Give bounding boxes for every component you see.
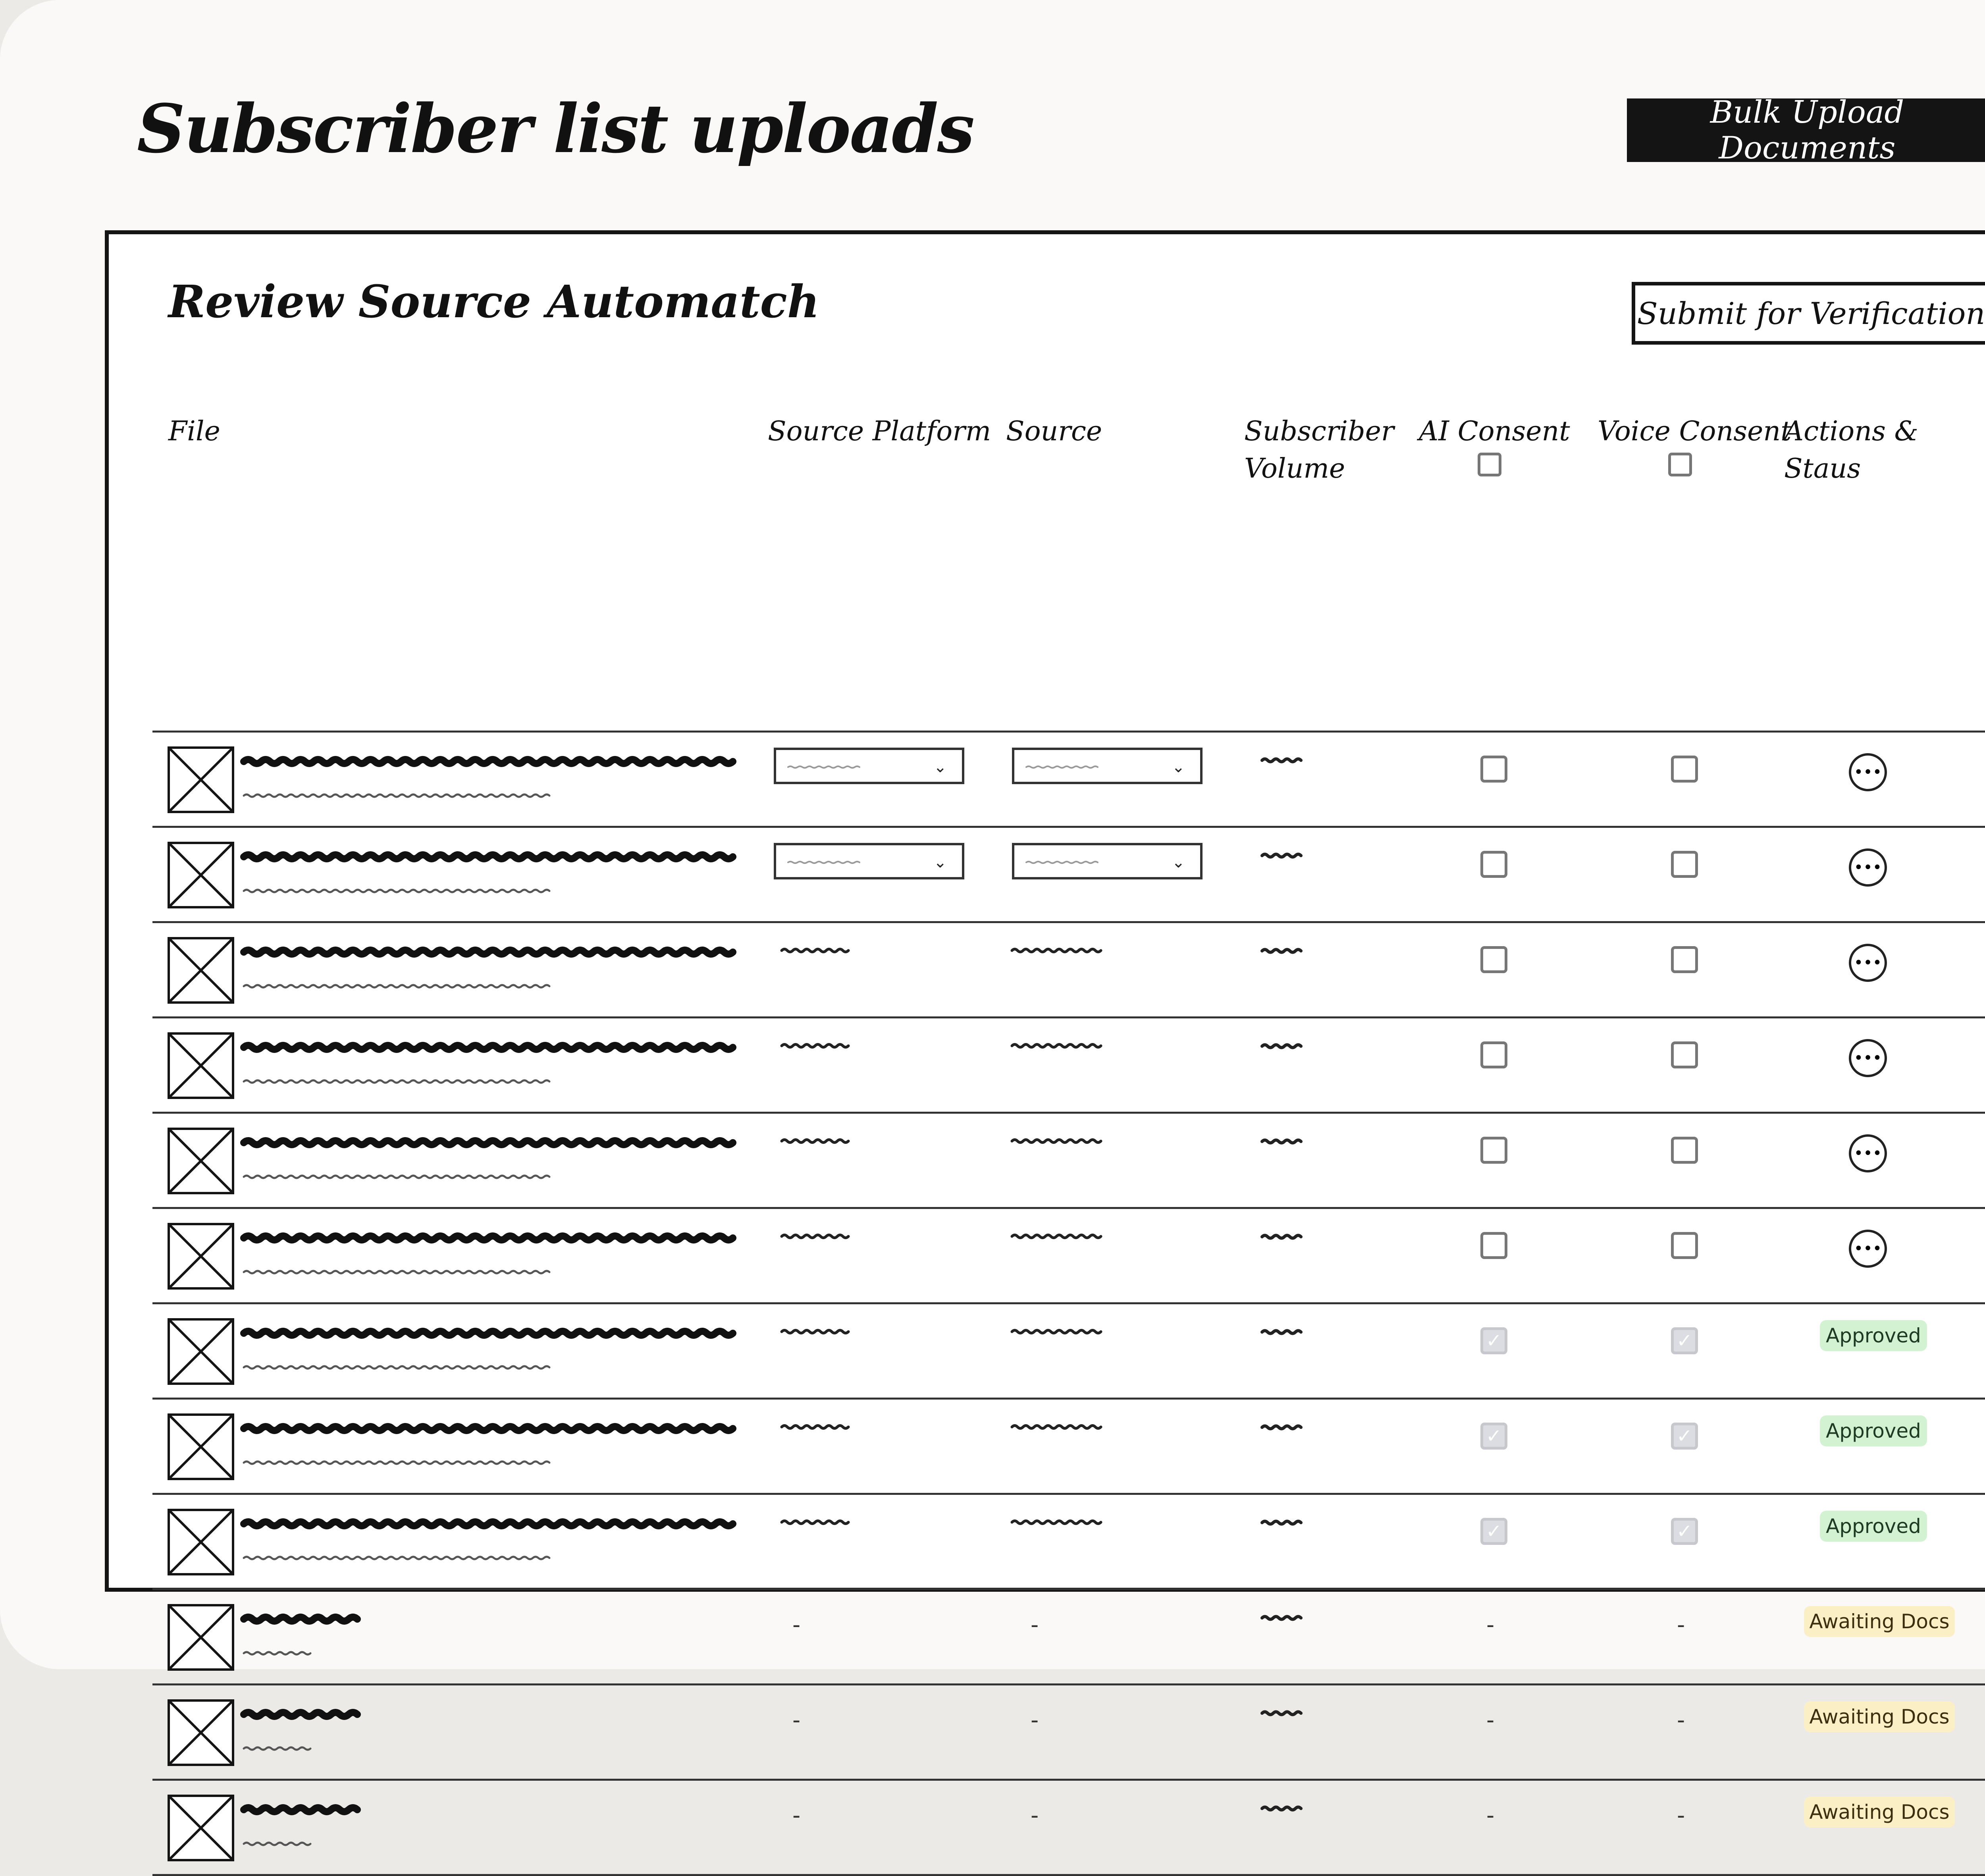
file-name-redacted [244, 941, 740, 963]
subscriber-volume-value [1262, 1803, 1306, 1816]
file-thumbnail-icon [168, 1128, 234, 1194]
file-meta-redacted [244, 1458, 553, 1467]
chevron-down-icon: ⌄ [933, 853, 947, 871]
file-meta-redacted [244, 982, 553, 991]
file-name [244, 1322, 740, 1346]
subscriber-volume-value [1262, 1421, 1306, 1435]
file-name [244, 750, 740, 774]
column-header-subscriber-volume: Subscriber [1244, 416, 1394, 447]
table-row [152, 923, 1985, 1018]
source-value [1012, 1326, 1103, 1339]
checkmark-icon: ✓ [1486, 1330, 1502, 1352]
file-meta [244, 1268, 553, 1278]
dropdown-placeholder [788, 859, 860, 867]
table-row [152, 1304, 1985, 1400]
checkmark-icon: ✓ [1486, 1425, 1502, 1447]
ai-consent-checkbox[interactable] [1480, 946, 1507, 973]
file-name-redacted [244, 846, 740, 868]
column-header-actions-status: Actions & Staus [1784, 416, 1919, 484]
subscriber-volume-value [1262, 1231, 1306, 1244]
column-header-source: Source [1006, 416, 1102, 447]
select-all-voice-consent-checkbox[interactable] [1668, 453, 1692, 476]
submit-for-verification-button[interactable]: Submit for Verification [1632, 282, 1985, 345]
voice-consent-checkbox [1671, 1518, 1698, 1545]
file-name [244, 1227, 740, 1251]
bulk-upload-button[interactable]: Bulk Upload Documents [1627, 98, 1985, 162]
file-meta-redacted [244, 1554, 553, 1562]
column-header-subscriber-volume-line2: Volume [1244, 453, 1345, 484]
file-name-redacted [244, 1799, 363, 1821]
file-meta [244, 1172, 553, 1183]
file-meta [244, 1363, 553, 1373]
source-platform-value: - [792, 1707, 801, 1733]
subscriber-volume-value [1262, 1136, 1306, 1149]
file-name [244, 1608, 363, 1632]
source-value: - [1031, 1803, 1039, 1828]
dropdown-placeholder [1026, 859, 1098, 867]
chevron-down-icon: ⌄ [1172, 758, 1185, 776]
table-row [152, 1495, 1985, 1590]
status-badge: Awaiting Docs [1804, 1606, 1955, 1637]
source-platform-value [782, 1231, 853, 1244]
file-name [244, 846, 740, 870]
file-thumbnail-icon [168, 1223, 234, 1290]
subscriber-volume-value [1262, 1517, 1306, 1530]
file-name-redacted [244, 1227, 740, 1249]
more-options-icon[interactable]: ••• [1849, 753, 1887, 791]
source-value [1012, 945, 1103, 958]
ai-consent-value: - [1486, 1612, 1495, 1638]
source-value [1012, 1231, 1103, 1244]
source-platform-value [782, 1136, 853, 1148]
file-name [244, 1513, 740, 1537]
ai-consent-checkbox[interactable] [1480, 1137, 1507, 1164]
file-meta-redacted [244, 1363, 553, 1372]
file-meta-redacted [244, 1172, 553, 1181]
ai-consent-value: - [1486, 1707, 1495, 1733]
file-thumbnail-icon [168, 1509, 234, 1575]
ai-consent-checkbox [1480, 1518, 1507, 1545]
source-platform-value [782, 1040, 853, 1053]
chevron-down-icon: ⌄ [1172, 853, 1185, 871]
voice-consent-checkbox[interactable] [1671, 946, 1698, 973]
status-badge: Approved [1820, 1320, 1927, 1351]
status-badge: Approved [1820, 1511, 1927, 1542]
review-panel [105, 230, 1985, 1828]
checkmark-icon: ✓ [1676, 1330, 1693, 1352]
column-header-voice-consent: Voice Consent [1598, 416, 1792, 447]
file-thumbnail-icon [168, 937, 234, 1004]
chevron-down-icon: ⌄ [933, 758, 947, 776]
file-meta-redacted [244, 1268, 553, 1276]
source-dropdown[interactable] [1012, 748, 1203, 784]
column-header-ai-consent: AI Consent [1419, 416, 1570, 447]
source-platform-value [782, 1326, 853, 1339]
file-meta-redacted [244, 1744, 311, 1753]
file-name-redacted [244, 1513, 740, 1535]
file-meta-redacted [244, 887, 553, 895]
file-name-redacted [244, 1703, 363, 1726]
checkmark-icon: ✓ [1676, 1520, 1693, 1542]
source-platform-value [782, 945, 853, 958]
file-name [244, 1036, 740, 1060]
ai-consent-checkbox [1480, 1327, 1507, 1354]
subscriber-volume-value [1262, 1040, 1306, 1054]
file-meta-redacted [244, 1839, 311, 1848]
table-row [152, 733, 1985, 828]
page-title: Subscriber list uploads [137, 89, 974, 168]
panel-title: Review Source Automatch [168, 276, 820, 328]
file-thumbnail-icon [168, 1795, 234, 1861]
file-thumbnail-icon [168, 1318, 234, 1385]
file-thumbnail-icon [168, 842, 234, 908]
file-meta [244, 1458, 553, 1469]
subscriber-volume-value [1262, 1707, 1306, 1721]
more-options-icon[interactable]: ••• [1849, 1134, 1887, 1172]
file-name-redacted [244, 750, 740, 773]
file-meta [244, 1839, 311, 1850]
source-platform-dropdown[interactable] [774, 843, 964, 879]
status-badge: Approved [1820, 1415, 1927, 1446]
subscriber-volume-value [1262, 945, 1306, 958]
file-meta [244, 1554, 553, 1564]
status-badge: Awaiting Docs [1804, 1701, 1955, 1732]
table-row [152, 1018, 1985, 1114]
file-thumbnail-icon [168, 1604, 234, 1671]
file-thumbnail-icon [168, 1413, 234, 1480]
source-platform-value: - [792, 1803, 801, 1828]
more-options-icon[interactable]: ••• [1849, 1039, 1887, 1077]
column-header-file: File [168, 416, 220, 447]
file-name [244, 1132, 740, 1155]
file-name-redacted [244, 1132, 740, 1154]
file-name [244, 941, 740, 965]
file-meta-redacted [244, 791, 553, 800]
dropdown-placeholder [1026, 764, 1098, 772]
file-thumbnail-icon [168, 1032, 234, 1099]
ai-consent-checkbox[interactable] [1480, 1041, 1507, 1068]
voice-consent-checkbox[interactable] [1671, 851, 1698, 878]
file-thumbnail-icon [168, 746, 234, 813]
voice-consent-value: - [1677, 1803, 1685, 1828]
source-value [1012, 1040, 1103, 1053]
table-row [152, 1590, 1985, 1685]
file-name [244, 1799, 363, 1822]
source-value [1012, 1136, 1103, 1148]
voice-consent-checkbox [1671, 1423, 1698, 1450]
more-options-icon[interactable]: ••• [1849, 1230, 1887, 1268]
file-name-redacted [244, 1608, 363, 1630]
source-dropdown[interactable] [1012, 843, 1203, 879]
file-meta [244, 1077, 553, 1087]
file-meta-redacted [244, 1077, 553, 1086]
source-value [1012, 1517, 1103, 1529]
ai-consent-value: - [1486, 1803, 1495, 1828]
file-meta-redacted [244, 1649, 311, 1658]
source-platform-dropdown[interactable] [774, 748, 964, 784]
voice-consent-value: - [1677, 1612, 1685, 1638]
subscriber-volume-value [1262, 754, 1306, 768]
voice-consent-checkbox[interactable] [1671, 1137, 1698, 1164]
file-meta [244, 791, 553, 802]
source-platform-value: - [792, 1612, 801, 1638]
file-meta [244, 1649, 311, 1659]
table-row [152, 1400, 1985, 1495]
file-name-redacted [244, 1322, 740, 1344]
table-row [152, 1685, 1985, 1781]
source-value [1012, 1421, 1103, 1434]
table-row [152, 1781, 1985, 1876]
ai-consent-checkbox[interactable] [1480, 1232, 1507, 1259]
table-row [152, 828, 1985, 923]
more-options-icon[interactable]: ••• [1849, 848, 1887, 887]
checkmark-icon: ✓ [1486, 1520, 1502, 1542]
dropdown-placeholder [788, 764, 860, 772]
subscriber-volume-value [1262, 1612, 1306, 1625]
table-row [152, 1209, 1985, 1304]
file-name-redacted [244, 1036, 740, 1059]
file-name [244, 1703, 363, 1727]
source-platform-value [782, 1517, 853, 1529]
voice-consent-checkbox[interactable] [1671, 1232, 1698, 1259]
subscriber-volume-value [1262, 1326, 1306, 1340]
voice-consent-value: - [1677, 1707, 1685, 1733]
status-badge: Awaiting Docs [1804, 1797, 1955, 1828]
file-meta [244, 1744, 311, 1755]
subscriber-volume-value [1262, 850, 1306, 863]
uploads-table [152, 413, 1985, 1828]
voice-consent-checkbox [1671, 1327, 1698, 1354]
file-meta [244, 887, 553, 897]
file-name [244, 1417, 740, 1441]
file-thumbnail-icon [168, 1699, 234, 1766]
file-meta [244, 982, 553, 992]
source-platform-value [782, 1421, 853, 1434]
table-header [152, 413, 1985, 731]
source-value: - [1031, 1612, 1039, 1638]
more-options-icon[interactable]: ••• [1849, 944, 1887, 982]
ai-consent-checkbox[interactable] [1480, 851, 1507, 878]
voice-consent-checkbox[interactable] [1671, 756, 1698, 783]
column-header-source-platform: Source Platform [768, 416, 991, 447]
checkmark-icon: ✓ [1676, 1425, 1693, 1447]
ai-consent-checkbox[interactable] [1480, 756, 1507, 783]
file-name-redacted [244, 1417, 740, 1440]
select-all-ai-consent-checkbox[interactable] [1478, 453, 1501, 476]
source-value: - [1031, 1707, 1039, 1733]
ai-consent-checkbox [1480, 1423, 1507, 1450]
table-row [152, 1114, 1985, 1209]
voice-consent-checkbox[interactable] [1671, 1041, 1698, 1068]
